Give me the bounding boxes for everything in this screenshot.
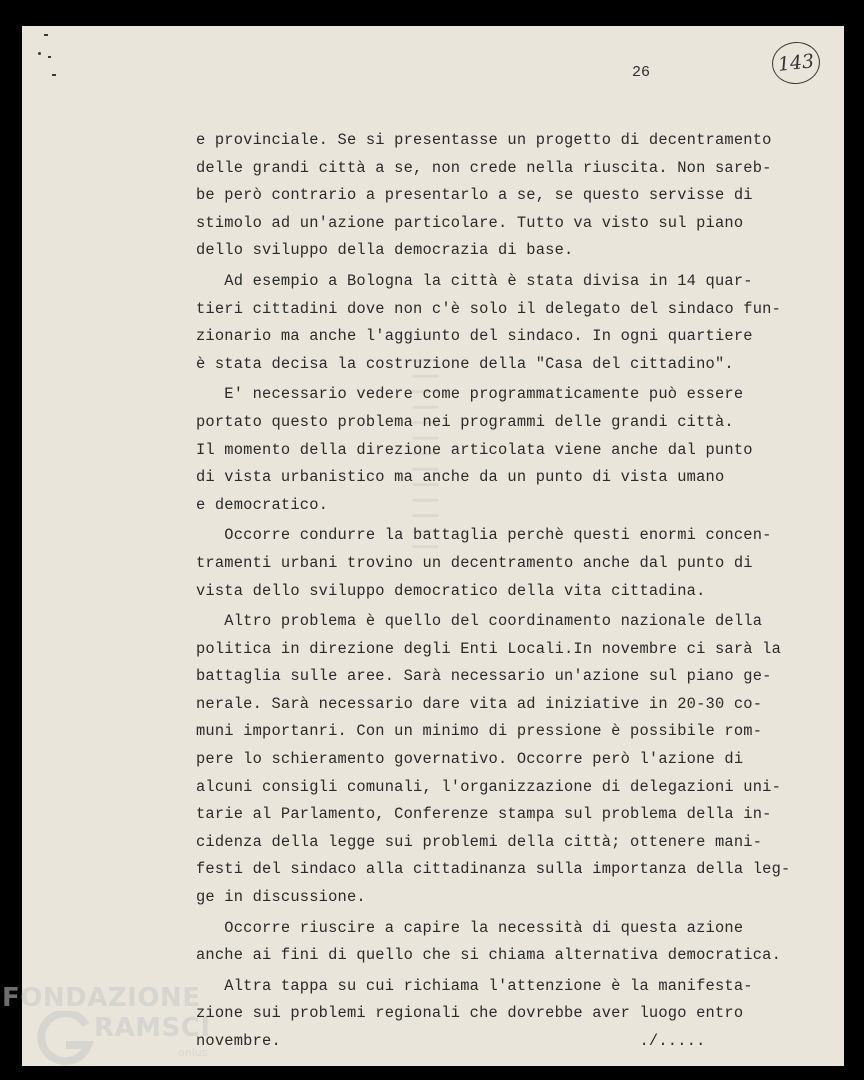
text-line: zione sui problemi regionali che dovrebbe aver luogo entro xyxy=(196,1004,744,1023)
text-line: politica in direzione degli Enti Locali.In novembre ci sarà la xyxy=(196,639,782,658)
text-line: cidenza della legge sui problemi della città; ottenere mani- xyxy=(196,832,763,851)
text-line: Altro problema è quello del coordinamento nazionale della xyxy=(196,612,763,631)
text-line: Ad esempio a Bologna la città è stata divisa in 14 quar- xyxy=(196,271,753,290)
text-line: tramenti urbani trovino un decentramento anche dal punto di xyxy=(196,553,753,572)
text-line: tieri cittadini dove non c'è solo il delegato del sindaco fun- xyxy=(196,299,782,318)
archive-number-stamp: 143 xyxy=(770,40,822,87)
text-line: battaglia sulle aree. Sarà necessario un'azione sul piano ge- xyxy=(196,667,772,686)
text-line: anche ai fini di quello che si chiama alternativa democratica. xyxy=(196,946,782,965)
text-line: e democratico. xyxy=(196,495,329,514)
text-line: di vista urbanistico ma anche da un punto di vista umano xyxy=(196,468,725,487)
text-line: portato questo problema nei programmi delle grandi città. xyxy=(196,412,734,431)
text-line: be però contrario a presentarlo a se, se questo servisse di xyxy=(196,186,753,205)
document-page xyxy=(22,26,844,1066)
text-line: pere lo schieramento governativo. Occorre però l'azione di xyxy=(196,750,744,769)
faint-archive-stamp: ||||||||||||| xyxy=(412,356,442,558)
text-line: E' necessario vedere come programmaticamente può essere xyxy=(196,385,744,404)
fondazione-gramsci-watermark xyxy=(2,983,232,1073)
text-line: ge in discussione. xyxy=(196,888,366,907)
text-line: e provinciale. Se si presentasse un progetto di decentramento xyxy=(196,131,772,149)
text-line: è stata decisa la costruzione della "Casa del cittadino". xyxy=(196,354,734,373)
text-line: dello sviluppo della democrazia di base. xyxy=(196,241,574,260)
watermark-subtitle: onlus xyxy=(178,1046,208,1059)
text-line: muni importanri. Con un minimo di pressione è possibile rom- xyxy=(196,722,763,741)
text-line: novembre. ./..... xyxy=(196,1032,706,1050)
text-line: Altra tappa su cui richiama l'attenzione è la manifesta- xyxy=(196,976,753,995)
text-line: Il momento della direzione articolata viene anche dal punto xyxy=(196,440,753,459)
text-line: festi del sindaco alla cittadinanza sulla importanza della leg- xyxy=(196,860,791,879)
margin-mark xyxy=(48,56,51,58)
text-line: zionario ma anche l'aggiunto del sindaco. In ogni quartiere xyxy=(196,327,753,346)
text-line: vista dello sviluppo democratico della vita cittadina. xyxy=(196,581,706,600)
watermark-line-1: FONDAZIONE xyxy=(2,983,201,1013)
text-line: alcuni consigli comunali, l'organizzazione di delegazioni uni- xyxy=(196,777,782,796)
page-number: 26 xyxy=(632,64,651,81)
watermark-line-2: RAMSCI xyxy=(94,1013,211,1043)
gramsci-g-logo-icon xyxy=(36,1011,94,1065)
text-line: Occorre riuscire a capire la necessità di questa azione xyxy=(196,918,744,937)
text-line: stimolo ad un'azione particolare. Tutto va visto sul piano xyxy=(196,213,744,232)
text-line: Occorre condurre la battaglia perchè questi enormi concen- xyxy=(196,526,772,545)
text-line: nerale. Sarà necessario dare vita ad iniziative in 20-30 co- xyxy=(196,694,763,713)
text-line: tarie al Parlamento, Conferenze stampa sul problema della in- xyxy=(196,805,772,824)
margin-mark xyxy=(52,74,56,76)
typed-letter-body xyxy=(196,127,836,1056)
text-line: delle grandi città a se, non crede nella riuscita. Non sareb- xyxy=(196,158,772,177)
margin-mark xyxy=(38,52,41,55)
margin-mark xyxy=(44,34,48,36)
